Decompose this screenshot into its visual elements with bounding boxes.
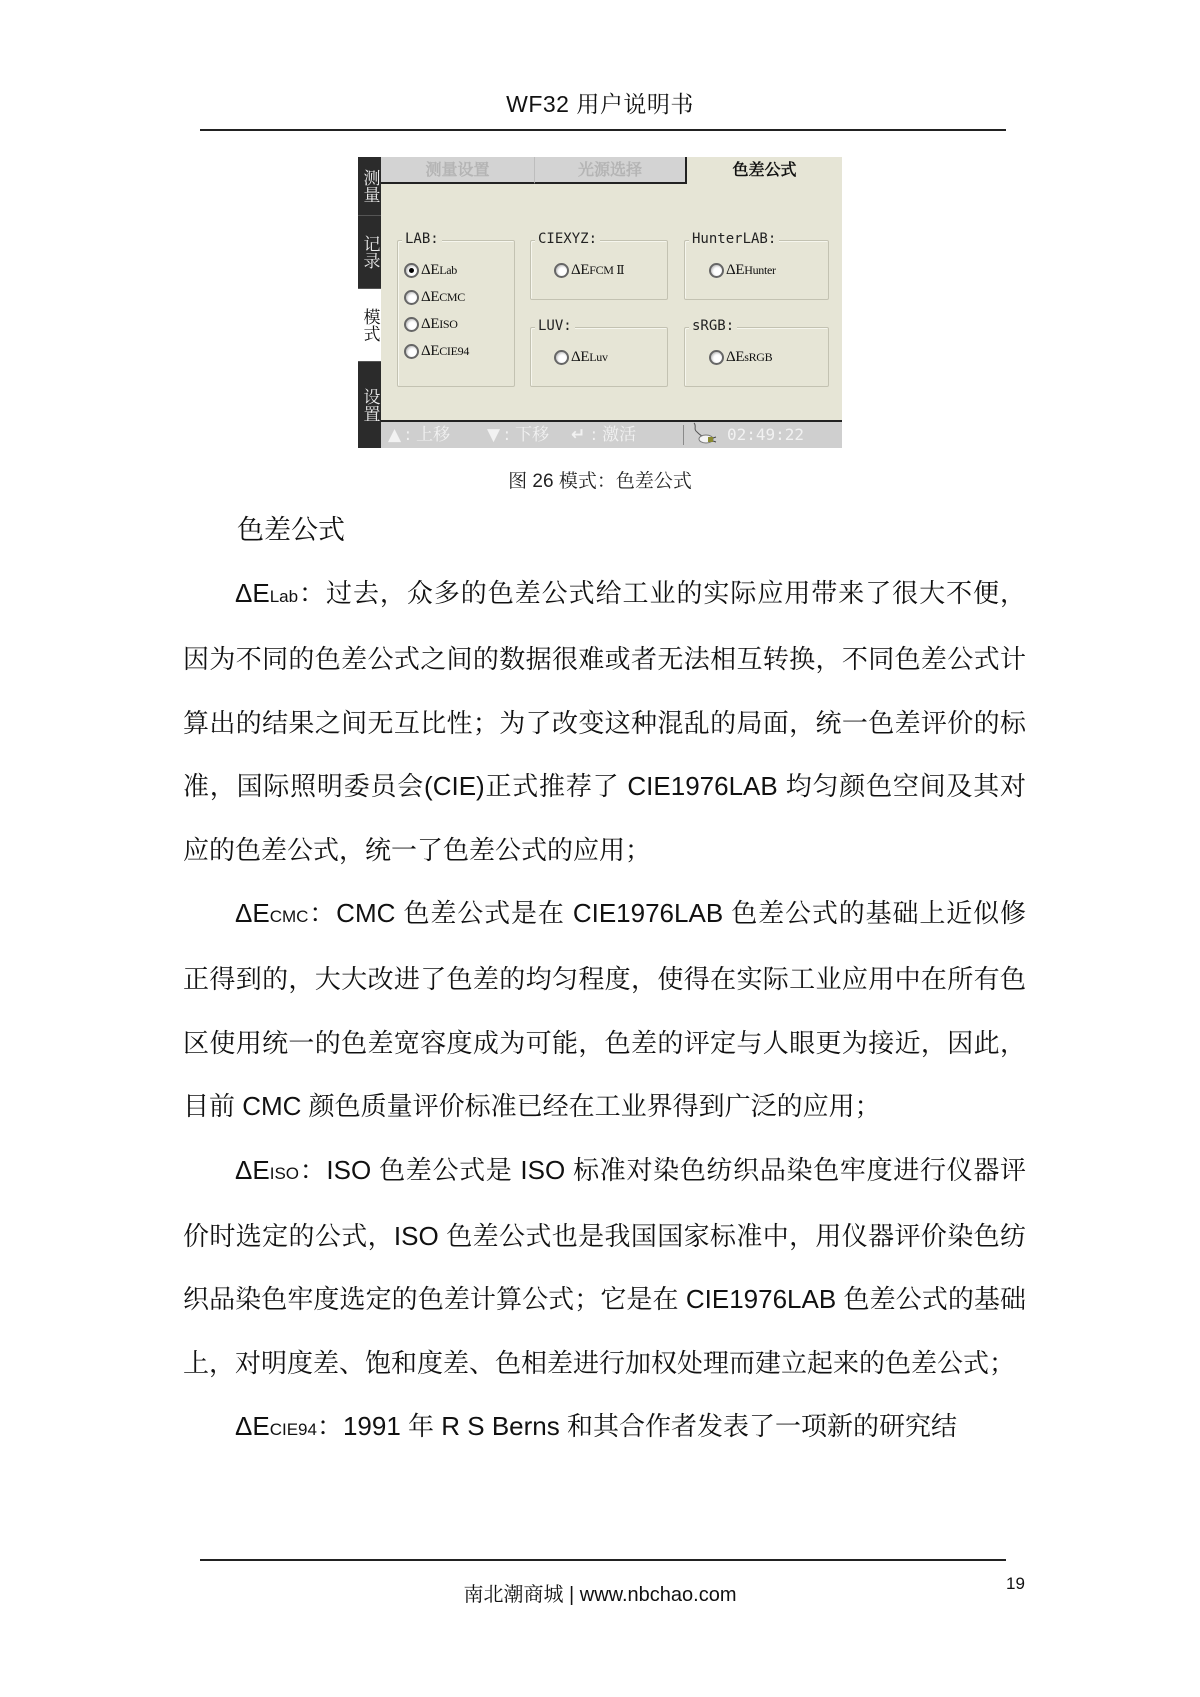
radio-delta-e-srgb[interactable] [709,346,772,368]
top-tab-bar [381,157,842,184]
delta-e-symbol: ΔE [235,1411,270,1442]
down-arrow-icon: ▼ [487,425,501,445]
page-header-title: WF32 用户说明书 [506,91,694,117]
group-label-hunterlab: HunterLAB: [689,230,779,248]
radio-delta-e-hunter[interactable] [709,259,776,281]
device-screen-figure [358,157,842,448]
radio-delta-e-iso[interactable] [404,313,458,335]
radio-unchecked-icon[interactable] [554,350,569,365]
paragraph-text: ：ISO 色差公式是 ISO 标准对染色纺织品染色牢度进行仪器评价时选定的公式，ISO 色差公式也是我国国家标准中，用仪器评价染色纺织品染色牢度选定的色差计算公式；它是在 CIE1976LAB 色差公式的基础上，对明度差、饱和度差、色相差进行加权处理而建立起来的色差公式； [183,1154,1026,1378]
group-hunterlab [684,231,829,300]
group-ciexyz [530,231,668,300]
tab-color-difference-formula[interactable]: 色差公式 [687,157,842,182]
radio-checked-icon[interactable] [404,263,419,278]
paragraph-text: ：1991 年 R S Berns 和其合作者发表了一项新的研究结 [316,1411,957,1442]
device-status-bar [381,420,842,448]
option-sub: CMC [439,289,465,304]
header-divider [200,129,1006,131]
delta-e-symbol: ΔE [235,1154,270,1185]
delta-e-subscript: ISO [269,1163,300,1183]
option-sub: FCM Ⅱ [589,262,625,277]
body-text [183,562,1026,1462]
group-label-ciexyz: CIEXYZ: [535,230,600,248]
side-tab-settings[interactable] [358,362,381,448]
group-srgb [684,318,829,387]
footer-site-text: 南北潮商城 | www.nbchao.com [463,1584,737,1606]
side-tab-mode[interactable] [358,289,381,362]
side-tab-strip [358,157,381,448]
paragraph-delta-e-cmc [183,882,1026,1139]
usb-plug-icon [691,422,717,448]
hint-move-up: : 上移 [405,425,451,445]
tab-illuminant-selection[interactable]: 光源选择 [535,157,687,184]
delta-e-symbol: ΔE [235,578,270,608]
paragraph-delta-e-lab [183,562,1026,882]
side-tab-label: 记录 [359,235,380,269]
side-tab-label: 测量 [359,169,380,203]
radio-unchecked-icon[interactable] [709,263,724,278]
group-luv [530,318,668,387]
status-divider [683,425,684,445]
delta-e-subscript: Lab [269,587,299,606]
option-prefix: ΔE [571,348,590,365]
delta-e-subscript: CIE94 [269,1420,317,1440]
delta-e-symbol: ΔE [235,898,270,929]
hint-activate: : 激活 [591,425,637,445]
option-sub: sRGB [744,349,773,364]
footer-divider [200,1559,1006,1561]
tab-measure-settings[interactable]: 测量设置 [381,157,535,184]
side-tab-measure[interactable] [358,157,381,216]
figure-caption: 图 26 模式：色差公式 [508,471,692,492]
option-sub: ISO [439,316,458,331]
option-prefix: ΔE [421,288,440,305]
side-tab-label: 模式 [359,308,380,342]
group-label-srgb: sRGB: [689,317,737,335]
paragraph-text: ：过去，众多的色差公式给工业的实际应用带来了很大不便，因为不同的色差公式之间的数据很难或者无法相互转换，不同色差公式计算出的结果之间无互比性；为了改变这种混乱的局面，统一色差评价的标准，国际照明委员会(CIE)正式推荐了 CIE1976LAB 均匀颜色空间及其对应的色差公式，统一了色差公式的应用； [183,578,1026,865]
radio-delta-e-fcm2[interactable] [554,259,624,281]
radio-unchecked-icon[interactable] [404,290,419,305]
option-prefix: ΔE [571,261,590,278]
option-sub: Luv [589,349,608,364]
option-prefix: ΔE [421,342,440,359]
group-label-luv: LUV: [535,317,575,335]
option-sub: Hunter [744,262,776,277]
radio-delta-e-luv[interactable] [554,346,608,368]
option-sub: Lab [439,262,457,277]
device-clock: 02:49:22 [727,425,805,444]
paragraph-text: ：CMC 色差公式是在 CIE1976LAB 色差公式的基础上近似修正得到的，大大改进了色差的均匀程度，使得在实际工业应用中在所有色区使用统一的色差宽容度成为可能，色差的评定与人眼更为接近，因此，目前 CMC 颜色质量评价标准已经在工业界得到广泛的应用； [183,898,1026,1122]
delta-e-subscript: CMC [269,907,309,927]
page-number: 19 [1006,1574,1025,1593]
enter-key-icon: ↵ [571,425,586,445]
side-tab-label: 设置 [359,388,380,422]
up-arrow-icon: ▲ [388,425,402,445]
hint-move-down: : 下移 [504,425,550,445]
group-label-lab: LAB: [402,230,442,248]
option-prefix: ΔE [421,315,440,332]
option-prefix: ΔE [421,261,440,278]
option-sub: CIE94 [439,343,470,358]
option-prefix: ΔE [726,348,745,365]
paragraph-delta-e-cie94 [183,1395,1026,1461]
section-title: 色差公式 [237,515,345,545]
radio-delta-e-lab[interactable] [404,259,457,281]
group-lab [397,231,515,387]
side-tab-record[interactable] [358,216,381,289]
radio-delta-e-cmc[interactable] [404,286,465,308]
radio-delta-e-cie94[interactable] [404,340,469,362]
radio-unchecked-icon[interactable] [709,350,724,365]
radio-unchecked-icon[interactable] [404,317,419,332]
radio-unchecked-icon[interactable] [554,263,569,278]
option-prefix: ΔE [726,261,745,278]
radio-unchecked-icon[interactable] [404,344,419,359]
paragraph-delta-e-iso [183,1139,1026,1396]
